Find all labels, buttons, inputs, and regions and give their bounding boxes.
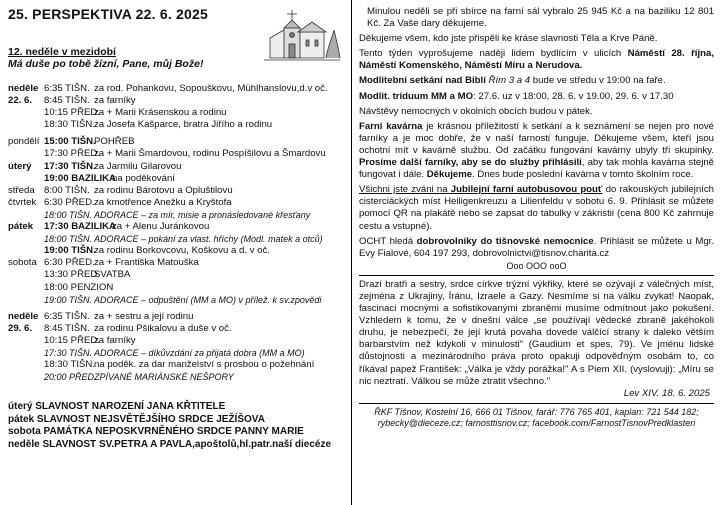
schedule-row: 22. 6. 8:45 TIŠN. za farníky (8, 95, 136, 107)
divider (359, 403, 714, 404)
schedule-row: 10:15 PŘED. za + Marii Krásenskou a rodinu (44, 107, 227, 119)
volunteer-call: OCHT hledá dobrovolníky do tišnovské nemocnice. Přihlásit se můžete u Mgr. Evy Fialové, 604 197 293, dobrovolnictvi@tisnov.charita.cz (359, 235, 715, 259)
announcements-column (353, 0, 720, 505)
pope-signature: Lev XIV. 18. 6. 2025 (623, 387, 710, 399)
parish-links: rybecky@dieceze.cz; farnosttisnov.cz; facebook.com/FarnostTisnovPredklasteri (377, 418, 696, 429)
schedule-row: 17:30 TIŠN. ADORACE – díkůvzdání za přijatá dobra (MM a MO) (44, 347, 305, 358)
parish-contact: ŘKF Tišnov, Kostelní 16, 666 01 Tišnov, farář: 776 765 401, kaplan: 721 544 182; (374, 406, 699, 417)
separator: Ooo OOO ooO (506, 260, 567, 271)
schedule-row: úterý 17:30 TIŠN. za Jarmilu Gilarovou (8, 160, 182, 172)
bible-meeting: Modlitební setkání nad Biblí Řím 3 a 4 bude ve středu v 19:00 na faře. (359, 75, 666, 87)
divider (359, 275, 714, 276)
schedule-row: 18:00 PENZION (44, 281, 114, 293)
sick-visits: Návštěvy nemocných v okolních obcích budou v pátek. (359, 105, 593, 117)
schedule-row: 18:30 TIŠN. na poděk. za dar manželství s prosbou o požehnání (44, 359, 315, 371)
feast-item: pátek SLAVNOST NEJSVĚTĚJŠÍHO SRDCE JEŽÍŠOVA (8, 413, 265, 425)
schedule-row: 18:30 TIŠN. za Josefa Kašparce, bratra Jiřího a rodinu (44, 119, 273, 131)
schedule-column (0, 0, 352, 505)
schedule-row: 29. 6. 8:45 TIŠN. za rodinu Pšikalovu a duše v oč. (8, 322, 232, 334)
schedule-row: čtvrtek 6:30 PŘED. za kmotřence Anežku a Kryštofa (8, 196, 232, 208)
feast-item: úterý SLAVNOST NAROZENÍ JANA KŘTITELE (8, 401, 226, 413)
schedule-row: 13:30 PŘED. SVATBA (44, 269, 131, 281)
schedule-row: 19:00 TIŠN. ADORACE – odpuštění (MM a MO) v přílež. k sv.zpovědi (44, 294, 322, 305)
collection-notice: Minulou neděli se při sbírce na farní sál vybralo 25 945 Kč a na baziliku 12 801 Kč. Za Vaše dary děkujeme. (367, 6, 714, 30)
schedule-row: 19:00 TIŠN. za rodinu Borkovcovu, Koškovu a d. v oč. (44, 245, 270, 257)
prayer-streets: Tento týden vyprošujeme naději lidem bydlícím v ulicích Náměstí 28. října, Náměstí Komenského, Náměstí Míru a Nerudova. (359, 48, 714, 72)
schedule-row: pátek 17:30 BAZILIKA za + Alenu Juránkovou (8, 221, 210, 233)
triduum: Modlit. triduum MM a MO: 27.6. uz v 18:00, 28. 6. v 19.00, 29. 6. v 17.30 (359, 90, 674, 102)
pilgrimage-invite: Všichni jste zváni na Jubilejní farní autobusovou pouť do rakouských jubilejních cisterciáckých míst Heiligenkreuzu a Lilienfeldu v sobotu 6. 9. Přihlásit se můžete pomocí QR na plakátě nebo se zapsat do tabulky v zákristii (cena 800 Kč zahrnuje cestu a vstupné). (359, 184, 714, 232)
schedule-row: 17:30 PŘED. za + Marii Šmardovou, rodinu Pospíšilovu a Šmardovu (44, 148, 326, 160)
parish-cafe: Farní kavárna je krásnou příležitostí k setkání a k seznámení se nejen pro nové farníky a je moc dobře, že v naší farnosti funguje. Děkujeme všem, kteří jsou ochotní mít v kavárně službu. Od začátku fungování kavárny ubyly tři skupinky. Prosíme další farníky, aby se do služby přihlásili, aby tak mohla kavárna stejně fungovat i dále. Děkujeme. Dnes bude poslední kavárna v tomto školním roce. (359, 120, 714, 181)
church-logo-icon (262, 8, 342, 68)
schedule-row: sobota 6:30 PŘED. za + Františka Matouška (8, 257, 199, 269)
psalm-motto: Má duše po tobě žízní, Pane, můj Bože! (8, 58, 204, 70)
schedule-row: neděle 6:35 TIŠN. za rod. Pohankovu, Sopouškovu, Mühlhanslovu,d.v oč. (8, 83, 328, 94)
feast-item: neděle SLAVNOST SV.PETRA A PAVLA,apoštolů,hl.patr.naší diecéze (8, 439, 332, 451)
mass-schedule (8, 83, 347, 383)
schedule-row: 10:15 PŘED. za farníky (44, 334, 136, 346)
feast-list (8, 401, 347, 451)
schedule-row: 18:00 TIŠN. ADORACE – pokání za vlast. hříchy (Modl. matek a otců) (44, 234, 323, 245)
liturgical-sunday: 12. neděle v mezidobí (8, 46, 116, 58)
schedule-row: 18:00 TIŠN. ADORACE – za mír, misie a pronásledované křesťany (44, 209, 311, 220)
schedule-row: středa 8:00 TIŠN. za rodinu Bárotovu a Opluštilovu (8, 184, 233, 196)
schedule-row: 19:00 BAZILIKA na poděkování (44, 172, 175, 184)
schedule-row: 20:00 PŘED. ZPÍVANÉ MARIÁNSKÉ NEŠPORY (44, 372, 234, 383)
page-title: 25. PERSPEKTIVA 22. 6. 2025 (8, 6, 208, 22)
pope-message: Drazí bratři a sestry, srdce církve trýzní výkřiky, které se ozývají z válečných míst, zejména z Ukrajiny, Íránu, Izraele a Gazy. Nesmíme si na válku zvykat! Naopak, fascinaci mocnými a sofistikovanými zbraněmi musíme odmítnout jako pokušení. Vzhledem k tomu, že v dnešní válce „se používají vědecké zbraně jakéhokoli druhu, je nebezpečí, že její krutá povaha dovede válčící strany k daleko větším barbarstvím než kdykoli v minulosti" (Gaudium et spes, 79). Ve jménu lidské důstojnosti a mezinárodního práva proto opakuji odpověďným osobám to, co říkával papež František: „Válka je vždy porážka!" A s Piem XII. (vyslovuji): „Míru se nic neztratí. Válkou se může ztratit všechno." (359, 278, 714, 387)
schedule-row: pondělí 15:00 TIŠN. POHŘEB (8, 136, 135, 148)
schedule-row: neděle 6:35 TIŠN. za + sestru a její rodinu (8, 310, 194, 322)
feast-item: sobota PAMÁTKA NEPOSKVRNĚNÉHO SRDCE PANNY MARIE (8, 426, 304, 438)
thanks-notice: Děkujeme všem, kdo jste přispěli ke kráse slavnosti Těla a Krve Páně. (359, 33, 658, 45)
